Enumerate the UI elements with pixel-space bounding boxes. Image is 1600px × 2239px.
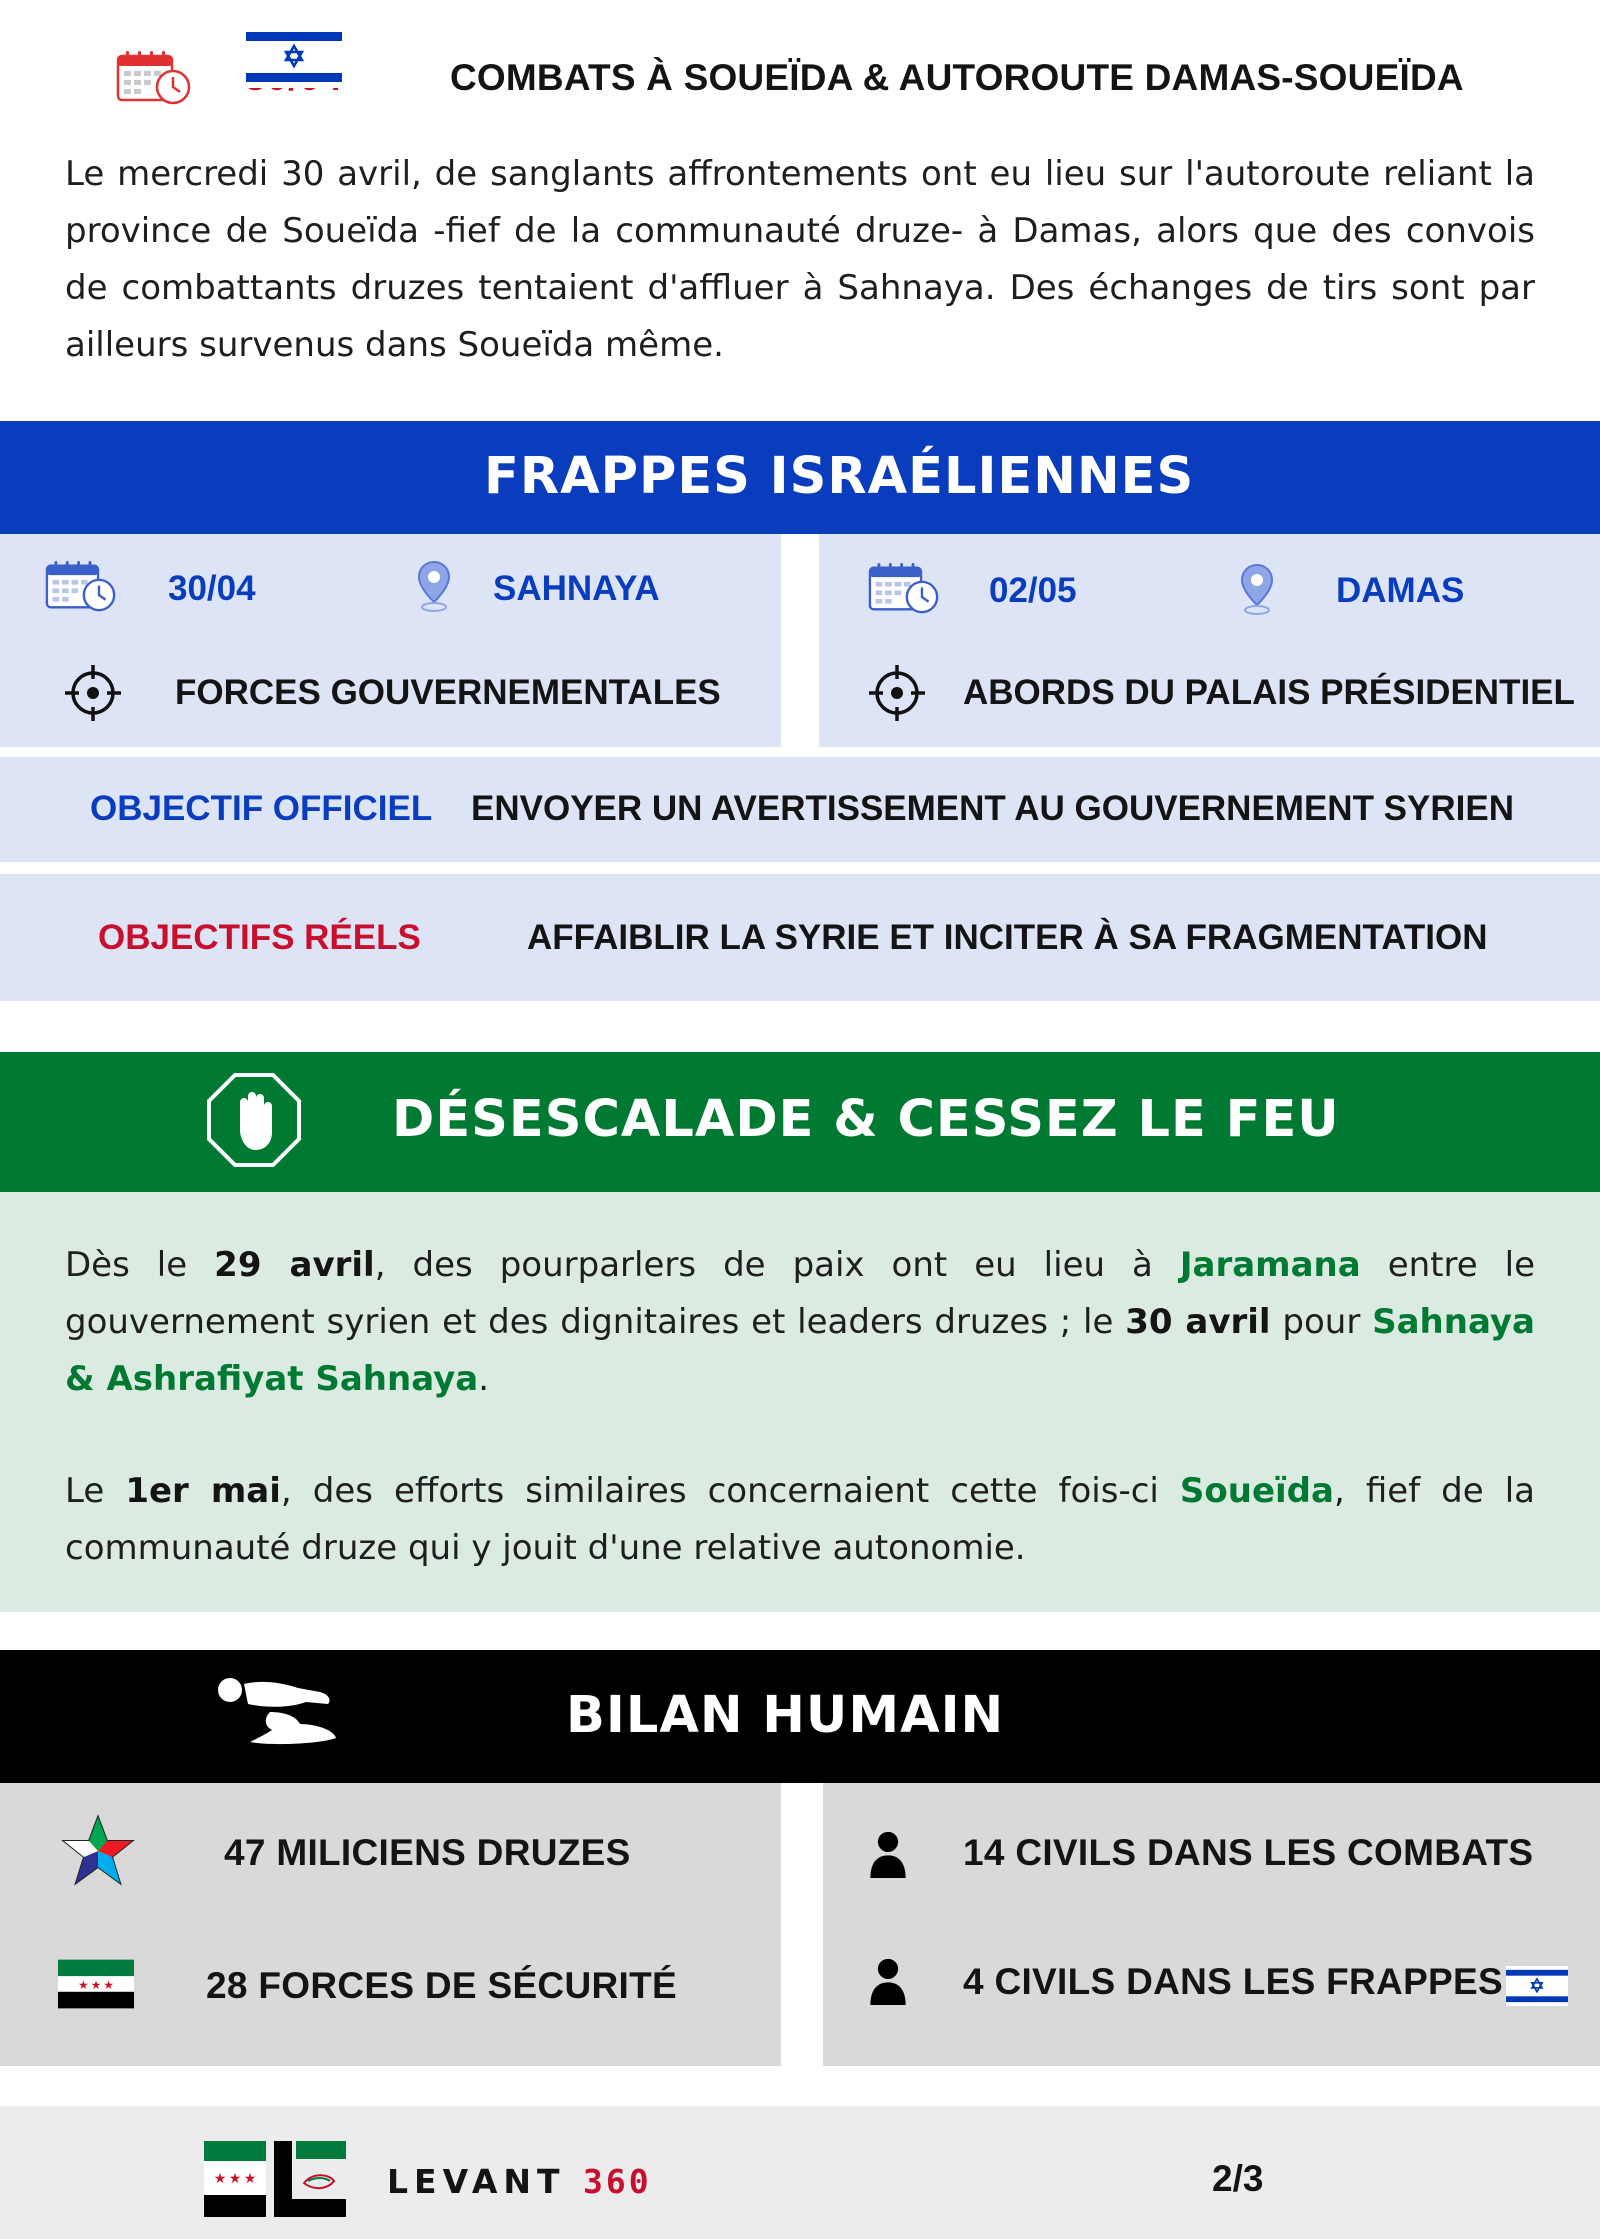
ceasefire-body xyxy=(0,1192,1600,1612)
calendar-icon xyxy=(868,562,940,615)
real-objectives-row xyxy=(0,874,1600,1001)
toll-card-right xyxy=(823,1783,1600,2066)
real-objectives-label: OBJECTIFS RÉELS xyxy=(98,918,421,957)
svg-text:★: ★ xyxy=(228,2171,242,2187)
security-forces-count: 28 FORCES DE SÉCURITÉ xyxy=(206,1965,677,2006)
target-icon xyxy=(867,663,927,723)
strike-location: DAMAS xyxy=(1336,571,1465,610)
location-pin-icon xyxy=(1237,561,1277,617)
strike-card-2 xyxy=(819,534,1600,747)
footer-brand: LEVANT 360 xyxy=(387,2162,652,2201)
location-pin-icon xyxy=(414,558,454,614)
druze-star-icon xyxy=(60,1813,136,1889)
svg-text:★: ★ xyxy=(243,2171,257,2187)
civilians-combat-count: 14 CIVILS DANS LES COMBATS xyxy=(963,1832,1534,1873)
strike-card-1 xyxy=(0,534,781,747)
real-objectives-value: AFFAIBLIR LA SYRIE ET INCITER À SA FRAGMENTATION xyxy=(527,918,1488,957)
civilians-strikes-count: 4 CIVILS DANS LES FRAPPES xyxy=(963,1961,1503,2002)
svg-text:★: ★ xyxy=(213,2171,227,2187)
intro-paragraph: Le mercredi 30 avril, de sanglants affrontements ont eu lieu sur l'autoroute reliant la province de Soueïda -fief de la communauté druze- à Damas, alors que des convois de combattants druzes tentaient d'affluer à Sahnaya. Des échanges de tirs sont par ailleurs survenus dans Soueïda même. xyxy=(65,154,1535,365)
strike-target: FORCES GOUVERNEMENTALES xyxy=(175,673,721,712)
levant360-logo xyxy=(204,2137,346,2221)
official-objective-label: OBJECTIF OFFICIEL xyxy=(90,789,433,828)
israel-flag-icon xyxy=(1506,1966,1568,2006)
target-icon xyxy=(63,663,123,723)
official-objective-row xyxy=(0,757,1600,862)
header-title: COMBATS À SOUEÏDA & AUTOROUTE DAMAS-SOUEÏDA xyxy=(450,57,1464,98)
strike-date: 30/04 xyxy=(168,569,256,608)
druze-militia-count: 47 MILICIENS DRUZES xyxy=(224,1832,631,1873)
israel-strikes-banner xyxy=(0,421,1600,534)
strike-target: ABORDS DU PALAIS PRÉSIDENTIEL xyxy=(963,673,1575,712)
stop-hand-icon xyxy=(206,1072,302,1168)
toll-card-left xyxy=(0,1783,781,2066)
person-icon xyxy=(867,1828,909,1881)
ceasefire-paragraph-1: Dès le 29 avril, des pourparlers de paix ont eu lieu à Jaramana entre le gouvernement syrien et des dignitaires et leaders druzes ; le 30 avril pour Sahnaya & Ashrafiyat Sahnaya. xyxy=(65,1245,1536,1399)
page-number: 2/3 xyxy=(1212,2158,1264,2199)
ceasefire-paragraph-2: Le 1er mai, des efforts similaires concernaient cette fois-ci Soueïda, fief de la communauté druze qui y jouit d'une relative autonomie. xyxy=(65,1471,1535,1568)
strike-date: 02/05 xyxy=(989,571,1077,610)
ceasefire-title: DÉSESCALADE & CESSEZ LE FEU xyxy=(392,1090,1340,1149)
israel-strikes-title: FRAPPES ISRAÉLIENNES xyxy=(484,447,1195,506)
calendar-icon xyxy=(45,560,117,613)
strike-location: SAHNAYA xyxy=(493,569,660,608)
syrian-flag-icon xyxy=(58,1959,134,2009)
calendar-icon xyxy=(116,50,192,106)
israel-flag-icon xyxy=(246,26,342,88)
human-toll-title: BILAN HUMAIN xyxy=(566,1686,1005,1745)
casualty-icon xyxy=(210,1672,350,1750)
official-objective-value: ENVOYER UN AVERTISSEMENT AU GOUVERNEMENT SYRIEN xyxy=(471,789,1514,828)
person-icon xyxy=(867,1955,909,2008)
